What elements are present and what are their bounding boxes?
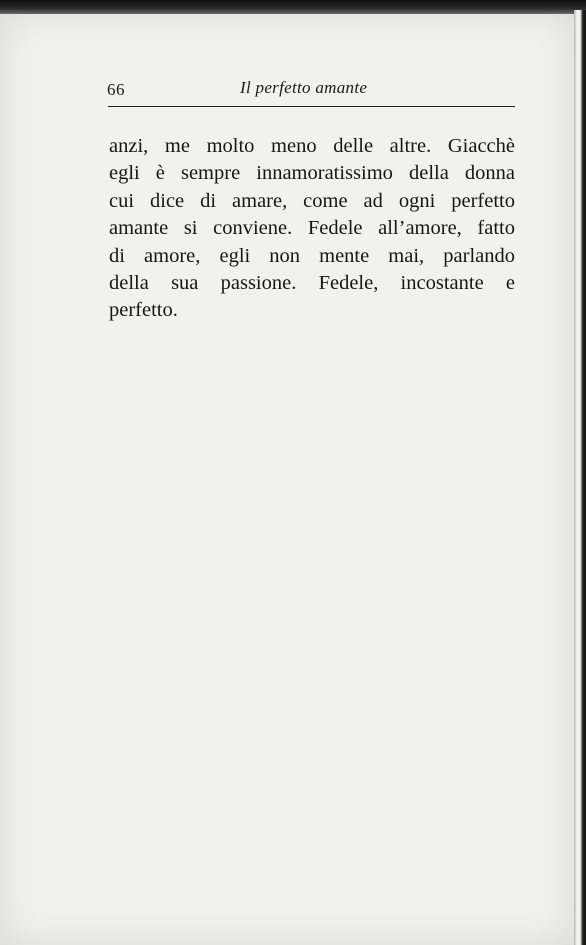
body-paragraph (109, 133, 515, 325)
page-edge (574, 10, 586, 945)
text-line: egli è sempre innamoratissimo della donna (109, 162, 515, 185)
text-line: della sua passione. Fedele, incostante e (109, 272, 515, 295)
text-line: amante si conviene. Fedele all’amore, fatto (109, 217, 515, 240)
scan-top-shadow (0, 0, 586, 14)
text-line: anzi, me molto meno delle altre. Giacchè (109, 135, 515, 157)
text-line: cui dice di amare, come ad ogni perfetto (109, 189, 515, 212)
text-line: di amore, egli non mente mai, parlando (109, 244, 515, 267)
text-line: perfetto. (109, 299, 178, 322)
running-title: Il perfetto amante (240, 78, 368, 97)
running-header (107, 78, 515, 102)
header-rule (108, 106, 515, 107)
page-number: 66 (107, 80, 125, 99)
